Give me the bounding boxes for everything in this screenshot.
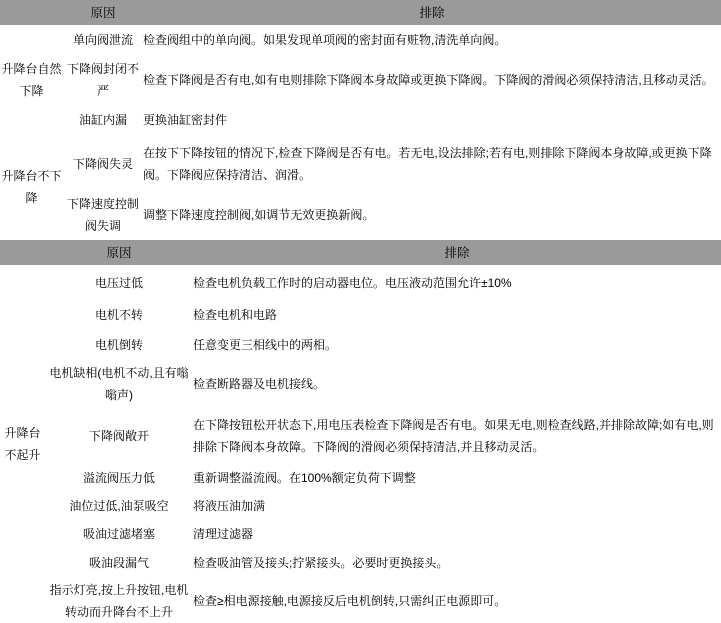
cause-cell: 指示灯亮,按上升按钮,电机转动而升降台不上升 bbox=[49, 582, 189, 619]
table-descend-faults bbox=[0, 0, 721, 238]
cause-cell: 单向阀泄流 bbox=[72, 33, 133, 47]
remedy-cell: 检查≥相电源接触,电源接反后电机倒转,只需纠正电源即可。 bbox=[193, 593, 507, 608]
table-row bbox=[0, 408, 721, 463]
remedy-cell: 更换油缸密封件 bbox=[143, 113, 228, 127]
table-row bbox=[0, 55, 721, 105]
table-row bbox=[0, 105, 721, 135]
remedy-cell: 检查吸油管及接头;拧紧接头。必要时更换接头。 bbox=[193, 556, 449, 570]
table-row bbox=[0, 192, 721, 238]
table1-header-group-cell bbox=[0, 0, 63, 25]
table2-header-row bbox=[0, 240, 721, 265]
cause-cell: 下降阀敞开 bbox=[88, 428, 149, 443]
table-row bbox=[0, 300, 721, 330]
table-row bbox=[0, 492, 721, 520]
remedy-cell: 检查下降阀是否有电,如有电则排除下降阀本身故障或更换下降阀。下降阀的滑阀必须保持清洁,且移动灵活。 bbox=[143, 73, 714, 87]
table2-header-cause: 原因 bbox=[45, 240, 193, 265]
table2-header-group-cell bbox=[0, 240, 45, 265]
table-row bbox=[0, 25, 721, 55]
cause-cell: 吸油段漏气 bbox=[88, 556, 149, 570]
table1-header-cause: 原因 bbox=[63, 0, 143, 25]
group-cell: 升降台不下降 bbox=[1, 168, 62, 205]
remedy-cell: 在下降按钮松开状态下,用电压表检查下降阀是否有电。如果无电,则检查线路,并排除故障;如有电,则排除下降阀本身故障。下降阀的滑阀必须保持清洁,并且移动灵活。 bbox=[193, 417, 714, 454]
remedy-cell: 检查电机负载工作时的启动器电位。电压液动范围允许±10% bbox=[193, 275, 512, 290]
table-row bbox=[0, 330, 721, 360]
cause-cell: 油缸内漏 bbox=[78, 113, 127, 127]
group-cell: 升降台自然下降 bbox=[1, 62, 62, 98]
remedy-cell: 将液压油加满 bbox=[193, 499, 266, 513]
table1-header-remedy: 排除 bbox=[143, 0, 721, 25]
remedy-cell: 检查电机和电路 bbox=[193, 308, 278, 322]
table-row bbox=[0, 520, 721, 548]
cause-cell: 电机倒转 bbox=[94, 338, 143, 352]
table-row bbox=[0, 360, 721, 408]
cause-cell: 溢流阀压力低 bbox=[82, 470, 155, 485]
remedy-cell: 清理过滤器 bbox=[193, 527, 254, 541]
table-row bbox=[0, 463, 721, 492]
remedy-cell: 调整下降速度控制阀,如调节无效更换新阀。 bbox=[143, 208, 375, 222]
table-row bbox=[0, 265, 721, 300]
remedy-cell: 任意变更三相线中的两相。 bbox=[193, 338, 338, 352]
remedy-cell: 检查断路器及电机接线。 bbox=[193, 377, 326, 391]
cause-cell: 电机缺相(电机不动,且有嗡嗡声) bbox=[49, 366, 189, 402]
table-row bbox=[0, 135, 721, 192]
table2-header-remedy: 排除 bbox=[193, 240, 721, 265]
cause-cell: 下降速度控制阀失调 bbox=[66, 197, 139, 233]
table-row bbox=[0, 578, 721, 623]
cause-cell: 电压过低 bbox=[94, 275, 143, 290]
cause-cell: 下降阀封闭不严 bbox=[66, 62, 139, 98]
cause-cell: 下降阀失灵 bbox=[72, 156, 133, 171]
cause-cell: 电机不转 bbox=[94, 308, 143, 322]
cause-cell: 油位过低,油泵吸空 bbox=[69, 499, 169, 513]
table-row bbox=[0, 548, 721, 578]
remedy-cell: 重新调整溢流阀。在100%额定负荷下调整 bbox=[193, 470, 416, 485]
cause-cell: 吸油过滤堵塞 bbox=[82, 527, 155, 541]
group-cell: 升降台不起升 bbox=[4, 426, 41, 462]
remedy-cell: 检查阀组中的单向阀。如果发现单项阀的密封面有赃物,清洗单向阀。 bbox=[143, 33, 507, 47]
remedy-cell: 在按下下降按钮的情况下,检查下降阀是否有电。若无电,设法排除;若有电,则排除下降阀本身故障,或更换下降阀。下降阀应保持清洁、润滑。 bbox=[143, 145, 712, 182]
table-no-lift-faults bbox=[0, 240, 721, 623]
table1-header-row bbox=[0, 0, 721, 25]
